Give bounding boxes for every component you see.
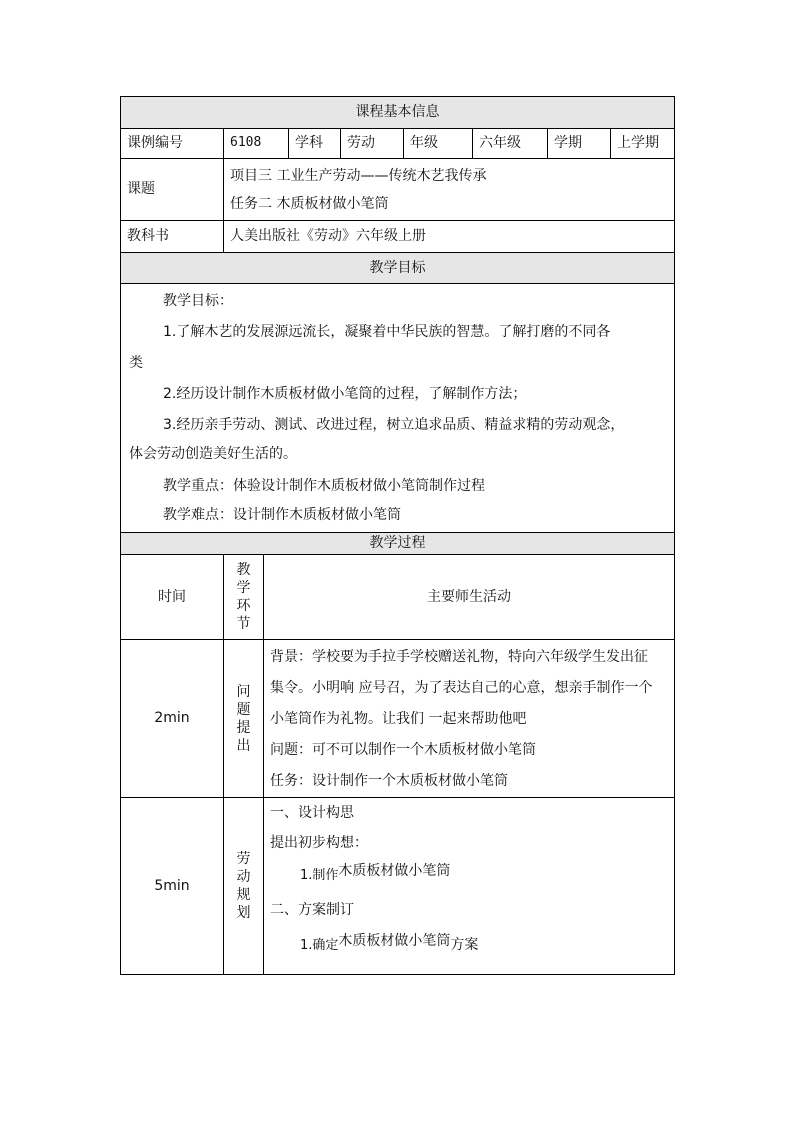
subject-label: 学科 (289, 129, 341, 159)
topic-label: 课题 (121, 159, 224, 221)
term-label: 学期 (548, 129, 611, 159)
row-time-5min: 5min (121, 798, 224, 975)
col-header-stage-char: 节 (236, 616, 251, 632)
plan-line-propose: 提出初步构想： (270, 835, 368, 851)
subject-value: 劳动 (341, 129, 404, 159)
activity-line: 小笔筒作为礼物。让我们 一起来帮助他吧 (270, 711, 527, 727)
activity-line: 背景：学校要为手拉手学校赠送礼物，特向六年级学生发出征 (270, 649, 648, 665)
objective-item-1: 1.了解木艺的发展源远流长，凝聚着中华民族的智慧。了解打磨的不同各 (163, 324, 611, 340)
col-header-time-text: 时间 (158, 588, 186, 605)
plan-line-make-prefix: 1.制作 (300, 868, 339, 883)
plan-line-scheme: 二、方案制订 (270, 902, 354, 918)
topic-line-2: 任务二 木质板材做小笔筒 (230, 195, 389, 212)
stage-char: 劳 (236, 851, 251, 867)
col-header-stage-char: 环 (236, 598, 251, 614)
row-time-2min: 2min (121, 640, 224, 798)
row-5min-stage (224, 798, 264, 974)
stage-char: 出 (236, 737, 251, 754)
objectives-content (121, 284, 675, 533)
section-process: 教学过程 (121, 533, 675, 555)
activity-line: 问题：可不可以制作一个木质板材做小笔筒 (270, 742, 536, 758)
case-no-label: 课例编号 (121, 129, 224, 159)
stage-char: 动 (236, 869, 251, 885)
row-2min-rest (224, 640, 675, 798)
plan-line-confirm-object: 木质板材做小笔筒 (338, 933, 451, 949)
row-2min-activity (264, 640, 674, 797)
grade-label: 年级 (404, 129, 473, 159)
plan-line-design: 一、设计构思 (270, 805, 354, 821)
stage-char: 划 (236, 905, 251, 921)
term-value: 上学期 (611, 129, 675, 159)
plan-line-confirm-suffix: 方案 (450, 937, 479, 953)
objectives-heading: 教学目标： (163, 293, 233, 309)
activity-line: 集令。小明响 应号召，为了表达自己的心意，想亲手制作一个 (270, 680, 653, 696)
stage-char: 问 (236, 683, 251, 700)
col-header-activity: 主要师生活动 (427, 588, 511, 605)
plan-line-make (270, 858, 668, 893)
stage-char: 题 (236, 701, 251, 718)
objective-item-2: 2.经历设计制作木质板材做小笔筒的过程，了解制作方法； (163, 386, 527, 402)
section-objectives: 教学目标 (121, 253, 675, 284)
section-basic-info: 课程基本信息 (121, 97, 675, 129)
grade-value: 六年级 (473, 129, 548, 159)
objective-item-3-cont: 体会劳动创造美好生活的。 (129, 446, 297, 462)
col-header-stage-char: 教 (236, 562, 251, 578)
textbook-value: 人美出版社《劳动》六年级上册 (224, 221, 675, 253)
row-2min-stage (224, 640, 264, 797)
col-header-stage-char: 学 (236, 580, 251, 596)
topic-value (224, 159, 675, 221)
col-header-time (121, 555, 224, 640)
topic-line-1: 项目三 工业生产劳动——传统木艺我传承 (230, 167, 487, 184)
row-5min-activity (264, 798, 674, 974)
lesson-plan-table (120, 96, 675, 975)
header-rest (224, 555, 675, 640)
row-5min-rest (224, 798, 675, 975)
textbook-label: 教科书 (121, 221, 224, 253)
plan-line-make-object: 木质板材做小笔筒 (338, 863, 451, 879)
objective-item-1-cont: 类 (129, 355, 143, 371)
stage-char: 规 (236, 887, 251, 903)
difficulty: 教学难点：设计制作木质板材做小笔筒 (163, 507, 401, 523)
col-header-stage (224, 555, 264, 639)
plan-line-confirm (270, 928, 668, 963)
plan-line-confirm-prefix: 1.确定 (300, 938, 339, 953)
objective-item-3: 3.经历亲手劳动、测试、改进过程，树立追求品质、精益求精的劳动观念， (163, 417, 625, 433)
key-point: 教学重点：体验设计制作木质板材做小笔筒制作过程 (163, 478, 485, 494)
case-no-value: 6108 (224, 129, 289, 159)
stage-char: 提 (236, 719, 251, 736)
activity-line: 任务：设计制作一个木质板材做小笔筒 (270, 773, 508, 789)
